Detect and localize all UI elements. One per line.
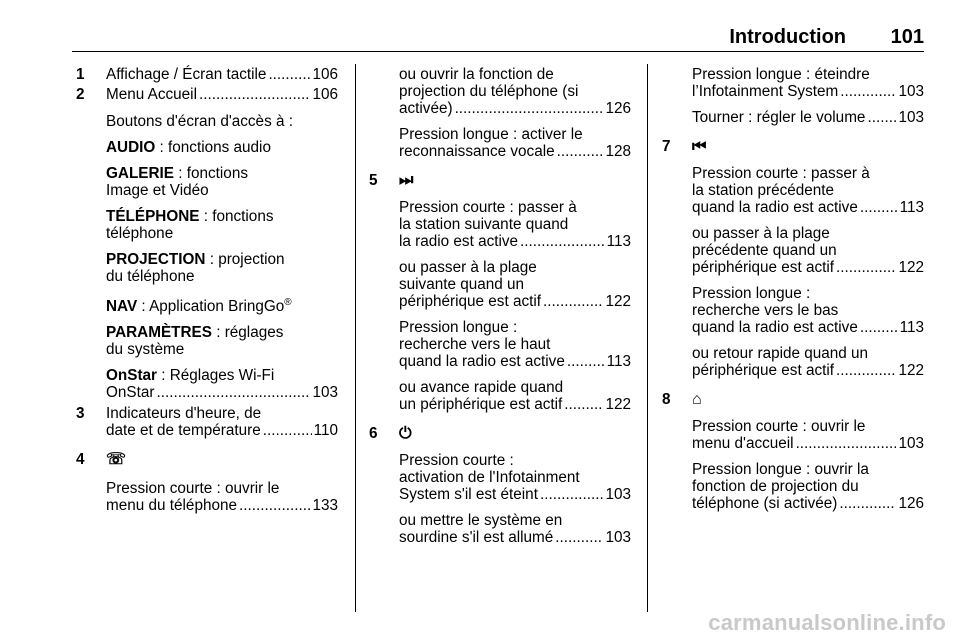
- page-number: 101: [890, 26, 924, 48]
- list-item: [662, 138, 924, 155]
- home-icon: ⌂: [692, 391, 702, 408]
- page-ref: 113: [899, 319, 924, 336]
- paragraph: Pression courte : ouvrir le menu d'accueil ..... 103: [692, 418, 924, 452]
- paragraph: TÉLÉPHONE : fonctions téléphone: [106, 208, 274, 242]
- list-item: [369, 425, 631, 442]
- column-divider-1: [355, 64, 356, 612]
- paragraph: Pression courte : passer à la station précédente quand la radio est active ..... 113: [692, 165, 924, 216]
- page-ref: 106: [312, 86, 338, 103]
- paragraph: OnStar : Réglages Wi-Fi OnStar ..... 103: [106, 367, 338, 401]
- list-item: 2 Menu Accueil ..... 106: [106, 86, 338, 103]
- page-ref: 113: [899, 199, 924, 216]
- page-ref: 106: [312, 66, 338, 83]
- list-item: [662, 391, 924, 408]
- paragraph: Pression courte : passer à la station suivante quand la radio est active ..... 113: [399, 199, 631, 250]
- paragraph: Pression courte : activation de l'Infotainment System s'il est éteint ..... 103: [399, 452, 631, 503]
- page-ref: 122: [898, 362, 924, 379]
- list-item: [369, 172, 631, 189]
- list-item: [76, 451, 338, 469]
- page-ref: 103: [898, 109, 924, 126]
- page-ref: 133: [312, 497, 338, 515]
- paragraph: Pression longue : recherche vers le bas quand la radio est active ..... 113: [692, 285, 924, 336]
- paragraph: PROJECTION : projection du téléphone: [106, 251, 285, 285]
- item-number: 3: [76, 405, 85, 423]
- item-number: 2: [76, 86, 85, 103]
- column-1: [76, 66, 338, 523]
- section-title: Introduction: [729, 26, 846, 48]
- paragraph: GALERIE : fonctions Image et Vidéo: [106, 165, 248, 199]
- header-rule: [72, 51, 924, 52]
- page-ref: 126: [898, 495, 924, 512]
- paragraph: Pression longue : activer le reconnaissance vocale ..... 128: [399, 126, 631, 160]
- item-number: 6: [369, 425, 378, 442]
- paragraph: PARAMÈTRES : réglages du système: [106, 324, 284, 359]
- phone-icon: ☏: [106, 451, 127, 469]
- paragraph: AUDIO : fonctions audio: [106, 139, 271, 156]
- page-ref: 122: [605, 293, 631, 310]
- paragraph: ou ouvrir la fonction de projection du téléphone (si activée) ..... 126: [399, 66, 631, 117]
- page-ref: 103: [898, 83, 924, 100]
- item-number: 5: [369, 172, 378, 189]
- page-ref: 113: [606, 233, 631, 250]
- paragraph: Boutons d'écran d'accès à :: [106, 113, 293, 130]
- paragraph: NAV : Application BringGo®: [106, 297, 292, 316]
- previous-track-icon: ⏮: [692, 138, 707, 155]
- item-number: 8: [662, 391, 671, 408]
- paragraph: Pression longue : ouvrir la fonction de projection du téléphone (si activée) ..... 126: [692, 461, 924, 512]
- page-ref: 113: [606, 353, 631, 370]
- item-number: 4: [76, 451, 85, 469]
- column-2: [369, 66, 631, 555]
- watermark: carmanualsonline.info: [708, 610, 946, 635]
- page-ref: 110: [313, 422, 338, 440]
- paragraph: ou avance rapide quand un périphérique est actif ..... 122: [399, 379, 631, 413]
- paragraph: Pression longue : éteindre l’Infotainment System ..... 103: [692, 66, 924, 100]
- paragraph: ou passer à la plage précédente quand un périphérique est actif ..... 122: [692, 225, 924, 276]
- power-icon: ⏻: [399, 425, 412, 442]
- paragraph: ou mettre le système en sourdine s'il est allumé ..... 103: [399, 512, 631, 546]
- page-ref: 122: [898, 259, 924, 276]
- item-number: 1: [76, 66, 85, 83]
- column-3: [662, 66, 924, 521]
- list-item: 3 Indicateurs d'heure, de date et de température ..... 110: [106, 405, 338, 439]
- paragraph: ou passer à la plage suivante quand un périphérique est actif ..... 122: [399, 259, 631, 310]
- next-track-icon: ⏭: [399, 172, 414, 189]
- paragraph: Tourner : régler le volume ..... 103: [692, 109, 924, 126]
- page-ref: 128: [605, 143, 631, 160]
- page-header: [72, 26, 924, 52]
- paragraph: ou retour rapide quand un périphérique est actif ..... 122: [692, 345, 924, 379]
- page-ref: 103: [898, 435, 924, 452]
- page-ref: 103: [605, 486, 631, 503]
- page-ref: 103: [605, 529, 631, 546]
- paragraph: Pression longue : recherche vers le haut quand la radio est active ..... 113: [399, 319, 631, 370]
- item-number: 7: [662, 138, 671, 155]
- paragraph: Pression courte : ouvrir le menu du téléphone ..... 133: [106, 480, 338, 514]
- page-ref: 126: [605, 100, 631, 117]
- page-ref: 122: [605, 396, 631, 413]
- list-item: 1 Affichage / Écran tactile ..... 106: [106, 66, 338, 83]
- column-divider-2: [647, 64, 648, 612]
- page-ref: 103: [312, 384, 338, 402]
